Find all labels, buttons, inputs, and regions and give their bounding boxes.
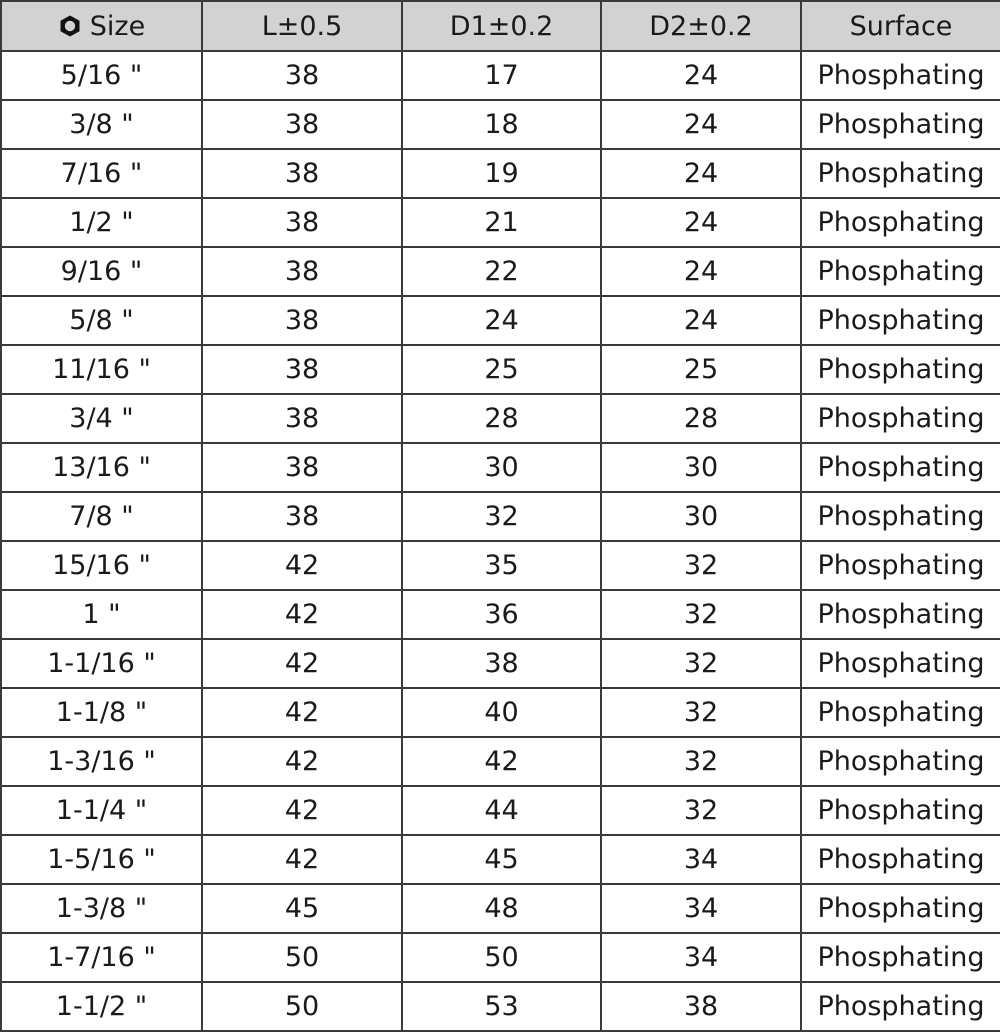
- cell-length: 38: [202, 247, 402, 296]
- table-row: [1, 835, 1000, 884]
- table-row: [1, 639, 1000, 688]
- cell-length: 38: [202, 443, 402, 492]
- cell-d2: 32: [601, 688, 801, 737]
- cell-d1: 21: [402, 198, 601, 247]
- column-header-size: [1, 1, 202, 51]
- cell-surface: Phosphating: [801, 884, 1000, 933]
- cell-length: 50: [202, 933, 402, 982]
- cell-d2: 30: [601, 443, 801, 492]
- cell-d2: 28: [601, 394, 801, 443]
- cell-length: 38: [202, 198, 402, 247]
- cell-size: 1-1/4 ": [1, 786, 202, 835]
- cell-d2: 24: [601, 51, 801, 100]
- table-row: [1, 492, 1000, 541]
- cell-size: 3/4 ": [1, 394, 202, 443]
- cell-d1: 25: [402, 345, 601, 394]
- cell-d1: 42: [402, 737, 601, 786]
- cell-surface: Phosphating: [801, 786, 1000, 835]
- cell-d1: 22: [402, 247, 601, 296]
- table-row: [1, 394, 1000, 443]
- table-row: [1, 541, 1000, 590]
- table-row: [1, 198, 1000, 247]
- table-row: [1, 443, 1000, 492]
- column-header-d2: D2±0.2: [601, 1, 801, 51]
- cell-surface: Phosphating: [801, 541, 1000, 590]
- cell-d1: 44: [402, 786, 601, 835]
- column-header-label: Size: [89, 10, 146, 42]
- cell-length: 38: [202, 296, 402, 345]
- cell-size: 1-7/16 ": [1, 933, 202, 982]
- table-row: [1, 100, 1000, 149]
- cell-d1: 17: [402, 51, 601, 100]
- cell-length: 42: [202, 541, 402, 590]
- header-row: [1, 1, 1000, 51]
- table-row: [1, 982, 1000, 1031]
- cell-length: 38: [202, 100, 402, 149]
- cell-d1: 28: [402, 394, 601, 443]
- cell-d2: 32: [601, 786, 801, 835]
- cell-length: 42: [202, 786, 402, 835]
- cell-surface: Phosphating: [801, 51, 1000, 100]
- cell-length: 38: [202, 51, 402, 100]
- cell-size: 1-3/8 ": [1, 884, 202, 933]
- cell-size: 7/8 ": [1, 492, 202, 541]
- cell-d2: 32: [601, 590, 801, 639]
- table-row: [1, 51, 1000, 100]
- table-row: [1, 933, 1000, 982]
- cell-d2: 24: [601, 296, 801, 345]
- table-row: [1, 786, 1000, 835]
- table-row: [1, 688, 1000, 737]
- cell-d1: 32: [402, 492, 601, 541]
- cell-size: 1-5/16 ": [1, 835, 202, 884]
- table-row: [1, 884, 1000, 933]
- cell-surface: Phosphating: [801, 394, 1000, 443]
- cell-surface: Phosphating: [801, 296, 1000, 345]
- cell-d2: 34: [601, 835, 801, 884]
- table-row: [1, 247, 1000, 296]
- table-header: [1, 1, 1000, 51]
- cell-length: 42: [202, 737, 402, 786]
- cell-d2: 38: [601, 982, 801, 1031]
- cell-surface: Phosphating: [801, 100, 1000, 149]
- cell-d1: 30: [402, 443, 601, 492]
- cell-surface: Phosphating: [801, 198, 1000, 247]
- cell-d2: 34: [601, 933, 801, 982]
- cell-length: 42: [202, 590, 402, 639]
- cell-length: 42: [202, 688, 402, 737]
- cell-d1: 38: [402, 639, 601, 688]
- cell-length: 38: [202, 492, 402, 541]
- cell-size: 1 ": [1, 590, 202, 639]
- cell-d1: 50: [402, 933, 601, 982]
- cell-d2: 25: [601, 345, 801, 394]
- table-row: [1, 590, 1000, 639]
- table-row: [1, 737, 1000, 786]
- cell-surface: Phosphating: [801, 345, 1000, 394]
- cell-size: 13/16 ": [1, 443, 202, 492]
- cell-length: 38: [202, 394, 402, 443]
- cell-surface: Phosphating: [801, 492, 1000, 541]
- cell-d1: 45: [402, 835, 601, 884]
- cell-d2: 30: [601, 492, 801, 541]
- cell-d2: 34: [601, 884, 801, 933]
- hexagon-icon: [58, 14, 82, 38]
- cell-surface: Phosphating: [801, 149, 1000, 198]
- cell-surface: Phosphating: [801, 737, 1000, 786]
- table-row: [1, 296, 1000, 345]
- cell-surface: Phosphating: [801, 688, 1000, 737]
- cell-d1: 36: [402, 590, 601, 639]
- cell-d1: 24: [402, 296, 601, 345]
- cell-surface: Phosphating: [801, 982, 1000, 1031]
- cell-size: 9/16 ": [1, 247, 202, 296]
- table-row: [1, 149, 1000, 198]
- cell-length: 45: [202, 884, 402, 933]
- cell-size: 5/16 ": [1, 51, 202, 100]
- cell-length: 42: [202, 639, 402, 688]
- cell-size: 1-3/16 ": [1, 737, 202, 786]
- table-row: [1, 345, 1000, 394]
- cell-d2: 24: [601, 149, 801, 198]
- cell-d2: 32: [601, 737, 801, 786]
- table-body: [1, 51, 1000, 1031]
- cell-d1: 48: [402, 884, 601, 933]
- cell-size: 15/16 ": [1, 541, 202, 590]
- cell-d1: 18: [402, 100, 601, 149]
- cell-size: 5/8 ": [1, 296, 202, 345]
- column-header-length: L±0.5: [202, 1, 402, 51]
- cell-d2: 32: [601, 541, 801, 590]
- column-header-surface: Surface: [801, 1, 1000, 51]
- cell-d1: 19: [402, 149, 601, 198]
- cell-size: 1/2 ": [1, 198, 202, 247]
- cell-length: 42: [202, 835, 402, 884]
- cell-d2: 24: [601, 198, 801, 247]
- cell-size: 11/16 ": [1, 345, 202, 394]
- cell-length: 50: [202, 982, 402, 1031]
- cell-d1: 53: [402, 982, 601, 1031]
- cell-d2: 24: [601, 247, 801, 296]
- cell-surface: Phosphating: [801, 835, 1000, 884]
- cell-surface: Phosphating: [801, 639, 1000, 688]
- cell-surface: Phosphating: [801, 247, 1000, 296]
- cell-size: 1-1/16 ": [1, 639, 202, 688]
- cell-d1: 40: [402, 688, 601, 737]
- cell-size: 1-1/8 ": [1, 688, 202, 737]
- cell-d2: 32: [601, 639, 801, 688]
- cell-surface: Phosphating: [801, 443, 1000, 492]
- column-header-d1: D1±0.2: [402, 1, 601, 51]
- cell-d1: 35: [402, 541, 601, 590]
- cell-size: 1-1/2 ": [1, 982, 202, 1031]
- cell-surface: Phosphating: [801, 590, 1000, 639]
- cell-surface: Phosphating: [801, 933, 1000, 982]
- cell-d2: 24: [601, 100, 801, 149]
- cell-size: 3/8 ": [1, 100, 202, 149]
- cell-length: 38: [202, 149, 402, 198]
- cell-length: 38: [202, 345, 402, 394]
- cell-size: 7/16 ": [1, 149, 202, 198]
